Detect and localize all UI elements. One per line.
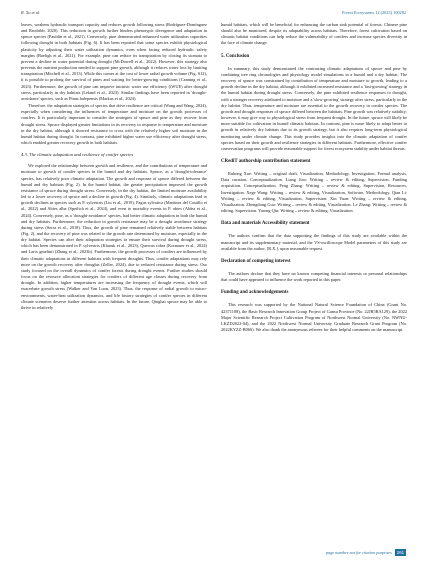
left-column [21, 22, 207, 312]
credit-paragraph: Ruhong Xue: Writing – original draft, Visualization, Methodology, Investigation, Formal analysis, Data curation, Conceptualization. Liang Jiao: Writing – review & editing, Supervision, Funding acquisition, Conceptualization. Peng Zhang: Writing – review & editing, Supervision, Resources, Investigation. Xege Wang: Writing – review & editing, Visualization, Software, Methodology. Qian Li: Writing – review & editing, Visualization, Supervision. Xin Yuan: Writing – review & editing, Visualization. Zhengdong Guo: Writing – review & editing, Visualization. Le Zhang: Writing – review & editing, Supervision. Yarong Qin: Writing – review & editing, Visualization. [221, 171, 407, 214]
discussion-paragraph-1: leaves, weakens hydraulic transport capacity and reduces growth following stress (Rodríguez-Domínguez and Brodribb, 2020). This reduction in growth further hinders phenotypic divergence and adaptation in spruce species (Pauldin et al., 2021). Conversely, pine demonstrated enhanced water utilization capacities following drought in both habitats (Fig. 6). It has been reported that some species exhibit physiological plasticity by adjusting their water utilization dynamics, even when facing reduced hydraulic safety margins (Baeligh et al., 2021). For example, pine can reduce its transpiration by closing its stomata to prevent a decline in water potential during drought (McDowell et al., 2022). However, this strategy also prevents the nutrient production needed to support pine growth, although it reduces water loss by limiting transpiration (Mitchell et al., 2013). While this comes at the cost of lower radial growth volume (Fig. S12), it is possible to prolong the survival of pines and waiting for better-growing conditions (Canning et al., 2023). Furthermore, the growth of pine can improve intrinsic water use efficiency (iWUE) after drought stress, particularly in dry habitats (Leland et al., 2023). Similar findings have been reported in 'drought-avoidance' species, such as Pinus halepensis (Markus et al., 2024). [21, 22, 207, 101]
page-footer [326, 549, 406, 556]
discussion-paragraph-3: We explored the relationship between growth and resilience, and the contributions of temperature and moisture to growth of conifer species in the humid and dry habitats. Spruce, as a 'drought-tolerance' species, has relatively poor climatic adaptation. The growth and response of spruce differed between the humid and dry habitats (Fig. 2). In the humid habitat, the greater precipitation improved the growth resistance of spruce during drought stress. Conversely, in the dry habitat, the limited moisture availability led to a lower recovery of spruce and a decline in growth (Fig. 4). Similarly, climatic adaptations lead to growth declines in species such as P. sylvestris (Liu et al., 2019), Fagus sylvatica (Martínez del Castillo et al., 2022) and Abies alba (Spetlich et al., 2024), and even to mortality events in P. abies (Aldea et al., 2024). Conversely, pine, as a 'drought-avoidance' species, had better climatic adaptation in both the humid and dry habitats. Furthermore, the reduction in growth resistance may be a drought avoidance strategy during stress (Serra et al., 2018). Thus, the growth of pine remained relatively stable between habitats (Fig. 2), and the recovery of pine was related to the growth rate determined by moisture, especially in the dry habitat. Species can alter their adaptation strategies to ensure their survival during drought stress, which has been demonstrated in P. sylvestris (Kharuk et al., 2023), Quercus robra (Kornauer et al., 2024) and Larix gmelinii (Zhang et al., 2023b). Furthermore, the growth processes of conifers are influenced by their climatic adaptations in different habitats with frequent droughts. Thus, conifer adaptations may rely more on the growth recovery after droughts (Zeller, 2024), due to reduced resistance during stress. Our study focused on the overall dynamics of conifer forests during drought events. Further studies should focus on the resource allocation strategies for conifers of different age classes during recovery from drought. In addition, higher temperatures are increasing the frequency of drought events, which will exacerbate growth stress (Walker and Van Loon, 2023). Thus, the response of radial growth to micro-environments, water-heat utilization dynamics, and life history strategies of conifer species in different climate scenarios deserve further attention across habitats. In the future, Qinghai spruce may be able to thrive in relatively [21, 163, 207, 310]
section-4-3-heading: 4.3. The climatic adaptation and resilience of conifer species [21, 152, 134, 158]
footer-note: page number not for citation purposes [325, 550, 392, 555]
conclusion-heading: 5. Conclusion [221, 53, 250, 59]
running-header-authors: R. Xu et al. [21, 10, 41, 15]
funding-heading: Funding and acknowledgements [221, 290, 289, 296]
data-availability-heading: Data and materials Accessibility statement [221, 221, 310, 227]
data-availability-paragraph: The authors confirm that the data supporting the findings of this study are available within the manuscript and its supplementary material, and the VS-oscilloscope Model parameters of this study are available from the author, [R.X.], upon reasonable request. [221, 233, 407, 251]
running-header [21, 10, 406, 18]
competing-interest-heading: Declaration of competing interest [221, 258, 291, 264]
page-number: 261 [396, 550, 404, 555]
credit-heading: CRediT authorship contribution statement [221, 158, 311, 164]
running-header-journal[interactable]: Forest Ecosystems 12 (2025) 100282 [342, 10, 406, 15]
discussion-continuation-paragraph: humid habitats, which will be beneficial for enhancing the carbon sink potential of forests. Chinese pine should also be monitored, despite its adaptability across habitats. Therefore, forest cultivation based on climatic habitat conditions can help reduce the vulnerability of conifers and increase species diversity in the face of climate change. [221, 22, 407, 46]
conclusion-paragraph: In summary, this study demonstrated the contrasting climatic adaptations of spruce and pine by combining tree ring chronologies and physiology model simulations in a humid and a dry habitat. The recovery of spruce was constrained by contribution of temperature and moisture to growth, leading to a growth decline in the dry habitat, although it exhibited increased resistance and a 'fast-growing' strategy in the humid habitat during drought stress. Conversely, the pine exhibited resilience responses to drought, with a stronger recovery attributed to moisture and a 'slow-growing' strategy after stress, particularly in the dry habitat. Thus, temperature and moisture are essential to the growth recovery in conifer species. The growth and drought responses of spruce differed between the habitats. Pine growth was relatively stability; however, it may give way to physiological stress from frequent drought. In the future, spruce will likely be more suitable for cultivation in humid climatic habitats. In contrast, pine is more likely to adapt better to growth in relatively dry habitats due to its growth strategy, but it also requires long-term physiological monitoring under climate change. This study provides insights into the climatic adaptation of conifer species based on their growth and resilience strategies in different habitats. Furthermore, effective conifer conservation programs will provide reasonable support for forest ecosystem stability under habitat threats. [221, 65, 407, 151]
competing-interest-paragraph: The authors declare that they have no known competing financial interests or personal relationships that could have appeared to influence the work reported in this paper. [221, 271, 407, 283]
discussion-paragraph-2: Therefore, the adaptation strategies of species that drive resilience are critical (Wang and Wang, 2024), especially when considering the influences of temperature and moisture on the growth processes of conifers. It is particularly important to consider the strategies of spruce and pine as they recover from drought stress. Spruce displayed greater limitations in its recovery in response to temperature and moisture in the dry habitat, although it showed resistance to cross with the relatively higher soil moisture in the humid habitat during drought. In contrast, pine exhibited higher water use efficiency after drought stress, which enabled greater recovery growth in both habitats. [21, 103, 207, 145]
funding-paragraph: This research was supported by the National Natural Science Foundation of China (Grant No. 42371108), the Basic Research Innovation Group Project of Gansu Province (No. 22JR5RA129), the 2022 Major Scientific Research Project Cultivation Program of Northwest Normal University (No. NWNU-LKZD2022-04), and the 2022 Northwest Normal University Graduate Research Grant Program (No. 2022KYZZ-B066). We also thank the anonymous referees for their helpful comments on the manuscript. [221, 302, 407, 333]
right-column [221, 22, 407, 334]
